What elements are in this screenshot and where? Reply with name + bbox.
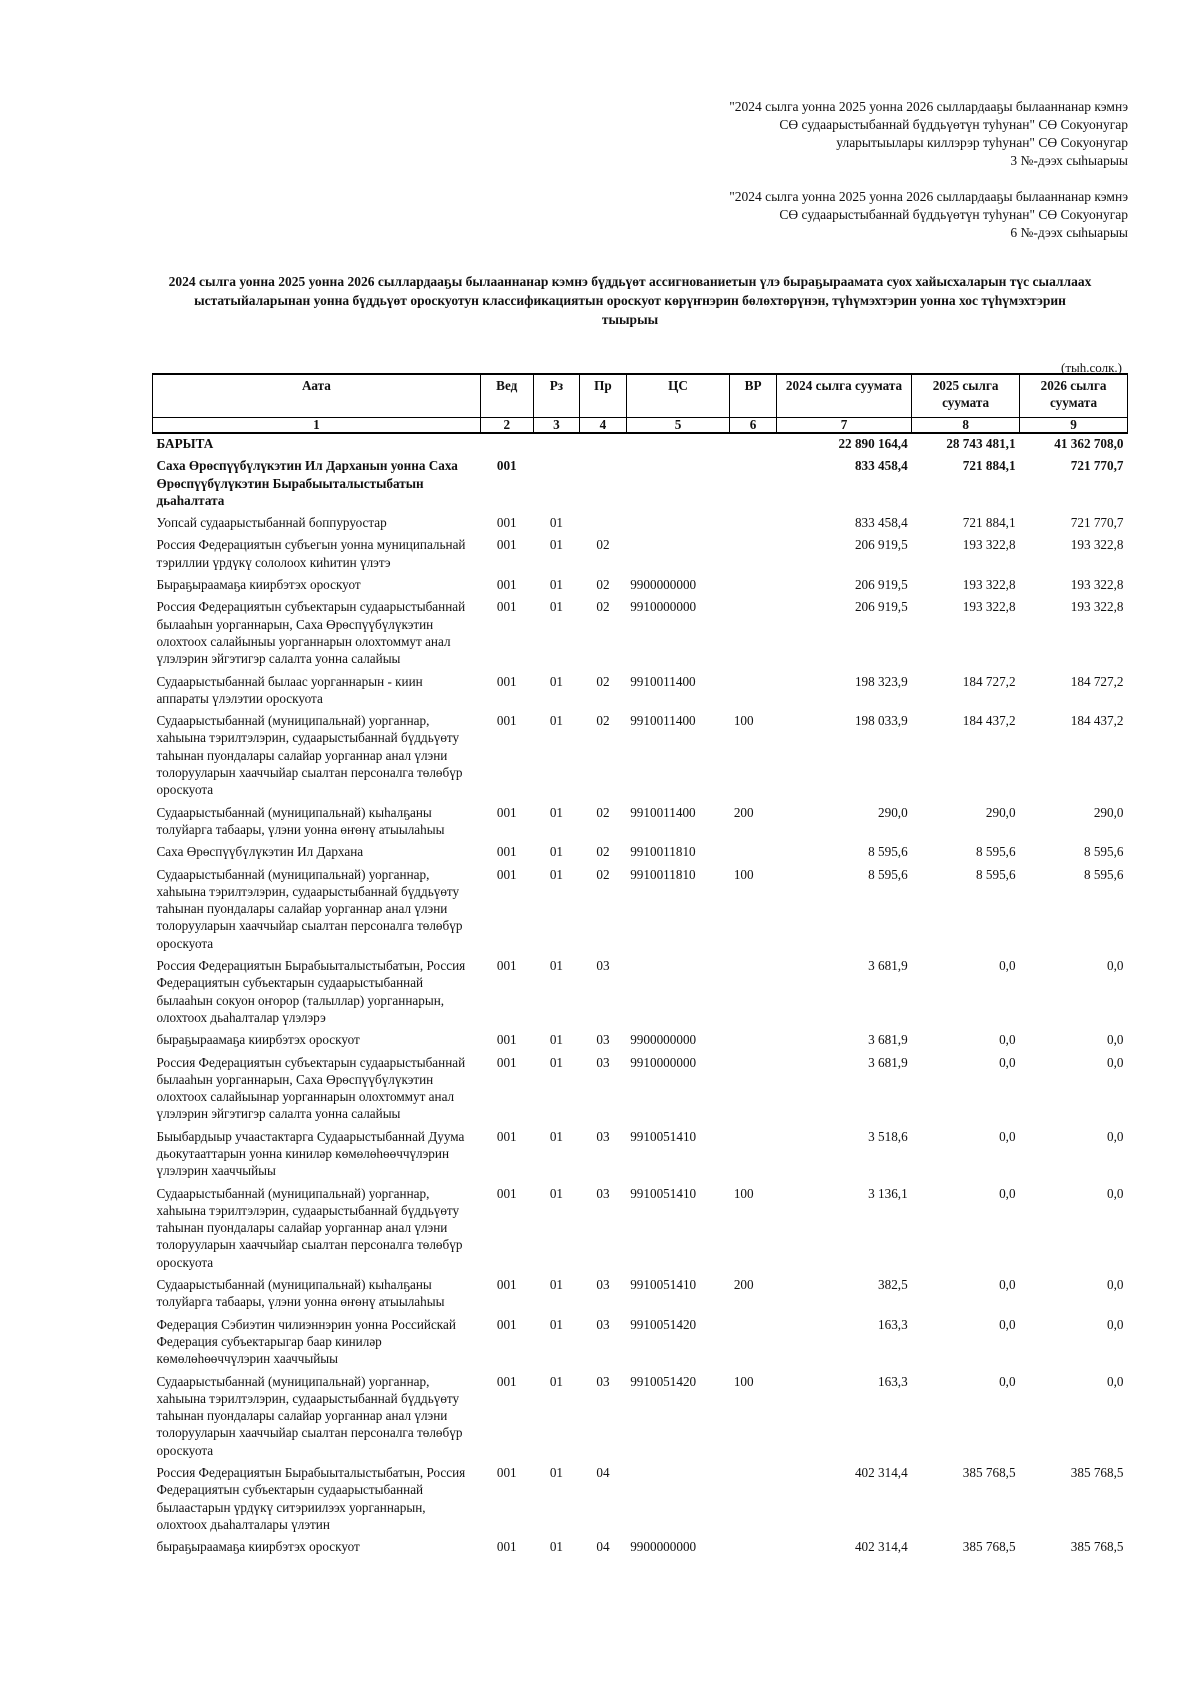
col-header-2026: 2026 сылга суумата [1020,374,1128,418]
row-amount-2026: 193 322,8 [1070,577,1124,593]
row-rz: 01 [549,1465,564,1481]
row-cs: 9910011400 [630,673,696,689]
row-amount-2026: 385 768,5 [1070,1465,1124,1481]
table-row [153,1463,1128,1537]
row-ved: 001 [496,1185,517,1201]
title-line: 2024 сылга уонна 2025 уонна 2026 сыллардааҕы былааннанар кэмнэ бүддьүөт ассигнованиетын үлэ быраҕыраамата суох хайысхаларын түс сыаллаах [168,274,1092,289]
table-row [153,535,1128,575]
row-amount-2024: 198 033,9 [854,713,908,729]
row-rz: 01 [549,1128,564,1144]
row-ved: 001 [496,515,517,531]
row-name: Россия Федерациятын Бырабыыталыстыбатын, Россия Федерациятын субъектарын судаарыстыбаннай былаастарын үрдүкү ситэриилээх уорганнарын, олохтоох дьаһалталары үлэтин [156,1465,466,1532]
row-rz: 01 [549,1316,564,1332]
row-amount-2025: 193 322,8 [962,599,1016,615]
total-row [153,433,1128,456]
row-ved: 001 [496,1539,517,1555]
row-cs [626,433,730,456]
row-cs [626,535,730,575]
row-pr: 02 [596,673,610,689]
row-ved: 001 [496,804,517,820]
row-ved: 001 [496,958,517,974]
row-cs: 9900000000 [630,1539,697,1555]
row-vr [730,1127,777,1184]
table-row [153,1275,1128,1315]
row-vr: 200 [733,1277,754,1293]
table-row [153,956,1128,1030]
row-name: Россия Федерациятын Бырабыыталыстыбатын, Россия Федерациятын субъектарын судаарыстыбаннай былааһын сокуон оҥорор (талыллар) уорганнарын, олохтоох дьаһалталар үлэлэрэ [156,958,466,1025]
row-amount-2025: 385 768,5 [962,1539,1016,1555]
row-ved: 001 [496,1277,517,1293]
table-row [153,865,1128,956]
row-pr [580,456,627,513]
row-ved: 001 [496,866,517,882]
row-vr [730,1053,777,1127]
col-header-rz: Рз [533,374,580,418]
row-rz: 01 [549,866,564,882]
row-amount-2024: 833 458,4 [854,458,908,474]
col-header-2025: 2025 сылга суумата [912,374,1020,418]
row-amount-2026: 0,0 [1107,1185,1124,1201]
appendix-line: "2024 сылга уонна 2025 уонна 2026 сыллардааҕы былааннанар кэмнэ [729,99,1128,114]
row-ved: 001 [496,673,517,689]
table-row [153,1315,1128,1372]
row-cs: 9910000000 [630,1054,697,1070]
row-cs [626,1463,730,1537]
row-rz: 01 [549,537,564,553]
row-name: быраҕыраамаҕа киирбэтэх ороскуот [156,1539,360,1555]
row-cs: 9900000000 [630,577,697,593]
col-header-vr: ВР [730,374,777,418]
row-amount-2024: 8 595,6 [868,844,908,860]
row-cs [626,513,730,535]
row-cs: 9910051420 [630,1373,697,1389]
row-amount-2025: 721 884,1 [962,458,1016,474]
row-amount-2024: 3 136,1 [868,1185,908,1201]
row-vr [730,1537,777,1559]
row-amount-2024: 3 518,6 [868,1128,908,1144]
row-vr [730,535,777,575]
row-amount-2026: 0,0 [1107,1054,1124,1070]
appendix-note-3 [729,98,1128,170]
row-ved: 001 [496,1128,517,1144]
row-amount-2024: 3 681,9 [868,1032,908,1048]
row-amount-2025: 0,0 [999,1032,1016,1048]
table-row [153,575,1128,597]
table-row [153,456,1128,513]
row-amount-2026: 0,0 [1107,1316,1124,1332]
row-cs: 9900000000 [630,1032,697,1048]
row-vr [730,672,777,712]
row-vr [730,575,777,597]
row-amount-2024: 206 919,5 [854,599,908,615]
row-rz: 01 [549,1277,564,1293]
appendix-line: 6 №-дээх сыһыарыы [1010,225,1128,240]
table-row [153,513,1128,535]
row-ved: 001 [496,458,517,474]
row-amount-2026: 385 768,5 [1070,1539,1124,1555]
row-rz: 01 [549,599,564,615]
row-ved: 001 [496,577,517,593]
row-pr [580,433,627,456]
table-row [153,1372,1128,1463]
column-number-row [153,418,1128,434]
row-vr [730,456,777,513]
col-header-pr: Пр [580,374,627,418]
row-amount-2025: 721 884,1 [962,515,1016,531]
row-name: Судаарыстыбаннай былаас уорганнарын - киин аппараты үлэлэтии ороскуота [156,673,423,706]
row-amount-2025: 0,0 [999,958,1016,974]
row-pr: 02 [596,804,610,820]
row-name: БАРЫТА [156,436,214,451]
table-header-row [153,374,1128,418]
row-amount-2026: 193 322,8 [1070,537,1124,553]
title-line: тыырыы [601,312,659,327]
row-vr [730,513,777,535]
col-number: 3 [533,418,580,434]
row-ved: 001 [496,1316,517,1332]
row-amount-2026: 193 322,8 [1070,599,1124,615]
row-pr: 04 [596,1539,610,1555]
col-number: 4 [580,418,627,434]
row-name: Россия Федерациятын субъектарын судаарыстыбаннай былааһын уорганнарын, Саха Өрөспүүбүлүкэтин олохтоох салайыынар уорганнарын олохтоммут анал үлэлэрин эйгэтигэр салалта уонна салайыы [156,1054,466,1122]
row-pr: 02 [596,577,610,593]
row-amount-2024: 290,0 [878,804,908,820]
row-vr: 100 [733,713,754,729]
row-name: Быраҕыраамаҕа киирбэтэх ороскуот [156,577,361,593]
row-amount-2025: 0,0 [999,1128,1016,1144]
row-name: Судаарыстыбаннай (муниципальнай) кыһалҕаны толуйарга табаары, үлэни уонна өҥөнү атыылаһыы [156,1277,445,1310]
row-cs: 9910011400 [630,804,696,820]
row-pr: 02 [596,599,610,615]
row-amount-2024: 163,3 [878,1316,908,1332]
row-cs: 9910051410 [630,1185,697,1201]
row-vr [730,1463,777,1537]
col-header-2024: 2024 сылга суумата [776,374,911,418]
row-ved: 001 [496,1373,517,1389]
table-row [153,842,1128,864]
row-ved: 001 [496,1032,517,1048]
table-row [153,711,1128,802]
row-pr [580,513,627,535]
table-body [153,433,1128,1560]
row-amount-2025: 290,0 [985,804,1016,820]
row-rz: 01 [549,577,564,593]
row-pr: 03 [596,1032,610,1048]
row-amount-2026: 721 770,7 [1070,458,1124,474]
row-name: Судаарыстыбаннай (муниципальнай) уорганнар, хаһыына тэрилтэлэрин, судаарыстыбаннай бүддьүөту таһынан пуондалары салайар уорганнар анал үлэни толорууларын хааччыйар сыалтан персоналга төлөбүр ороскуота [156,1373,463,1458]
row-rz: 01 [549,713,564,729]
row-amount-2026: 8 595,6 [1083,844,1124,860]
appendix-line: "2024 сылга уонна 2025 уонна 2026 сыллардааҕы былааннанар кэмнэ [729,189,1128,204]
row-cs: 9910011400 [630,713,696,729]
row-amount-2024: 382,5 [878,1277,908,1293]
row-vr: 100 [733,866,754,882]
row-amount-2025: 28 743 481,1 [946,436,1016,451]
col-header-name: Аата [153,374,481,418]
row-amount-2025: 184 727,2 [962,673,1016,689]
row-amount-2025: 8 595,6 [975,844,1016,860]
row-amount-2024: 8 595,6 [868,866,908,882]
row-rz: 01 [549,844,564,860]
row-vr [730,956,777,1030]
row-name: Судаарыстыбаннай (муниципальнай) кыһалҕаны толуйарга табаары, үлэни уонна өҥөнү атыылаһыы [156,804,445,837]
row-amount-2024: 402 314,4 [854,1465,908,1481]
row-amount-2025: 0,0 [999,1054,1016,1070]
row-rz: 01 [549,515,564,531]
table-row [153,1030,1128,1052]
appendix-line: СӨ судаарыстыбаннай бүддьүөтүн туһунан" СӨ Сокуонугар [779,117,1128,132]
row-rz: 01 [549,1539,564,1555]
document-title [150,272,1110,329]
row-name: Быыбардыыр учаастактарга Судаарыстыбаннай Дуума дьокутааттарын уонна киниләр көмөлөһөөччүлэрин үлэлэрин хааччыйыы [156,1128,465,1179]
row-pr: 03 [596,1128,610,1144]
row-pr: 03 [596,958,610,974]
row-ved: 001 [496,1054,517,1070]
col-number: 1 [153,418,481,434]
row-amount-2026: 721 770,7 [1070,515,1124,531]
budget-table [152,373,1128,1560]
row-amount-2025: 385 768,5 [962,1465,1016,1481]
row-pr: 02 [596,537,610,553]
appendix-line: уларытыылары киллэрэр туһунан" СӨ Сокуонугар [836,135,1128,150]
table-row [153,1184,1128,1275]
row-amount-2025: 193 322,8 [962,537,1016,553]
row-amount-2026: 0,0 [1107,1277,1124,1293]
row-ved: 001 [496,1465,517,1481]
table-row [153,1053,1128,1127]
row-rz: 01 [549,673,564,689]
row-amount-2024: 163,3 [878,1373,908,1389]
row-pr: 02 [596,844,610,860]
row-name: Россия Федерациятын субъектарын судаарыстыбаннай былааһын уорганнарын, Саха Өрөспүүбүлүкэтин олохтоох салайыныы уорганнарын олохтоммут анал үлэлэрин эйгэтигэр салалта уонна салайыы [156,599,466,667]
row-cs: 9910051410 [630,1277,697,1293]
row-pr: 02 [596,713,610,729]
row-amount-2026: 0,0 [1107,1128,1124,1144]
row-amount-2026: 41 362 708,0 [1054,436,1124,451]
row-vr: 100 [733,1185,754,1201]
units-label: (тыһ.солк.) [1061,360,1122,375]
row-amount-2025: 0,0 [999,1373,1016,1389]
col-number: 8 [912,418,1020,434]
row-cs: 9910011810 [630,866,696,882]
table-row [153,672,1128,712]
row-amount-2024: 3 681,9 [868,958,908,974]
row-amount-2025: 0,0 [999,1185,1016,1201]
row-vr [730,1030,777,1052]
row-vr [730,597,777,671]
row-name: Федерация Сэбиэтин чилиэннэрин уонна Российскай Федерация субъектарыгар баар киниләр көмөлөһөөччүлэрин хааччыйыы [156,1316,456,1367]
row-amount-2025: 184 437,2 [962,713,1016,729]
row-rz: 01 [549,1032,564,1048]
row-cs [626,456,730,513]
appendix-line: 3 №-дээх сыһыарыы [1010,153,1128,168]
row-cs: 9910011810 [630,844,696,860]
row-pr: 04 [596,1465,610,1481]
row-rz [533,433,580,456]
col-number: 6 [730,418,777,434]
row-amount-2024: 22 890 164,4 [838,436,908,451]
row-amount-2025: 0,0 [999,1316,1016,1332]
row-cs: 9910051420 [630,1316,697,1332]
row-rz: 01 [549,958,564,974]
row-rz [533,456,580,513]
table-row [153,597,1128,671]
row-vr [730,1315,777,1372]
row-amount-2026: 0,0 [1107,1032,1124,1048]
row-name: Саха Өрөспүүбүлүкэтин Ил Дарханын уонна Саха Өрөспүүбүлүкэтин Бырабыыталыстыбатын дьаһалтата [156,458,458,508]
row-vr [730,433,777,456]
row-cs [626,956,730,1030]
col-header-ved: Вед [480,374,533,418]
table-row [153,803,1128,843]
row-amount-2024: 402 314,4 [854,1539,908,1555]
row-ved [480,433,533,456]
row-name: Судаарыстыбаннай (муниципальнай) уорганнар, хаһыына тэрилтэлэрин, судаарыстыбаннай бүддьүөту таһынан пуондалары салайар уорганнар анал үлэни толорууларын хааччыйар сыалтан персоналга төлөбүр ороскуота [156,713,463,798]
row-vr [730,842,777,864]
row-pr: 03 [596,1054,610,1070]
row-vr: 100 [733,1373,754,1389]
row-amount-2026: 184 437,2 [1070,713,1124,729]
col-number: 7 [776,418,911,434]
col-header-cs: ЦС [626,374,730,418]
table-row [153,1537,1128,1559]
row-pr: 03 [596,1277,610,1293]
row-pr: 02 [596,866,610,882]
row-rz: 01 [549,1185,564,1201]
table-row [153,1127,1128,1184]
appendix-line: СӨ судаарыстыбаннай бүддьүөтүн туһунан" СӨ Сокуонугар [779,207,1128,222]
row-name: Судаарыстыбаннай (муниципальнай) уорганнар, хаһыына тэрилтэлэрин, судаарыстыбаннай бүддьүөту таһынан пуондалары салайар уорганнар анал үлэни толорууларын хааччыйар сыалтан персоналга төлөбүр ороскуота [156,1185,463,1270]
appendix-note-6 [729,188,1128,242]
col-number: 9 [1020,418,1128,434]
row-ved: 001 [496,844,517,860]
row-name: Россия Федерациятын субъегын уонна муниципальнай тэриллии үрдүкү сололоох киһитин үлэтэ [156,537,466,570]
row-amount-2025: 0,0 [999,1277,1016,1293]
row-name: Саха Өрөспүүбүлүкэтин Ил Дархана [156,844,364,860]
col-number: 2 [480,418,533,434]
row-amount-2026: 184 727,2 [1070,673,1124,689]
row-pr: 03 [596,1316,610,1332]
row-name: быраҕыраамаҕа киирбэтэх ороскуот [156,1032,360,1048]
row-amount-2024: 206 919,5 [854,577,908,593]
row-cs: 9910000000 [630,599,697,615]
row-ved: 001 [496,537,517,553]
row-amount-2025: 193 322,8 [962,577,1016,593]
row-rz: 01 [549,1373,564,1389]
row-amount-2026: 290,0 [1093,804,1124,820]
row-amount-2024: 3 681,9 [868,1054,908,1070]
row-pr: 03 [596,1185,610,1201]
row-vr: 200 [733,804,754,820]
row-rz: 01 [549,804,564,820]
row-cs: 9910051410 [630,1128,697,1144]
row-amount-2026: 0,0 [1107,1373,1124,1389]
row-amount-2024: 206 919,5 [854,537,908,553]
title-line: ыстатыйаларынан уонна бүддьүөт ороскуотун классификациятын ороскуот көрүҥнэрин бөлөхтөрүнэн, түһүмэхтэрин уонна хос түһүмэхтэрин [194,293,1066,308]
row-name: Уопсай судаарыстыбаннай боппуруостар [156,515,387,531]
row-ved: 001 [496,713,517,729]
row-amount-2024: 833 458,4 [854,515,908,531]
row-name: Судаарыстыбаннай (муниципальнай) уорганнар, хаһыына тэрилтэлэрин, судаарыстыбаннай бүддьүөту таһынан пуондалары салайар уорганнар анал үлэни толорууларын хааччыйар сыалтан персоналга төлөбүр ороскуота [156,866,463,951]
col-number: 5 [626,418,730,434]
row-rz: 01 [549,1054,564,1070]
row-amount-2024: 198 323,9 [854,673,908,689]
row-amount-2026: 0,0 [1107,958,1124,974]
row-amount-2026: 8 595,6 [1083,866,1124,882]
row-amount-2025: 8 595,6 [975,866,1016,882]
row-ved: 001 [496,599,517,615]
row-pr: 03 [596,1373,610,1389]
